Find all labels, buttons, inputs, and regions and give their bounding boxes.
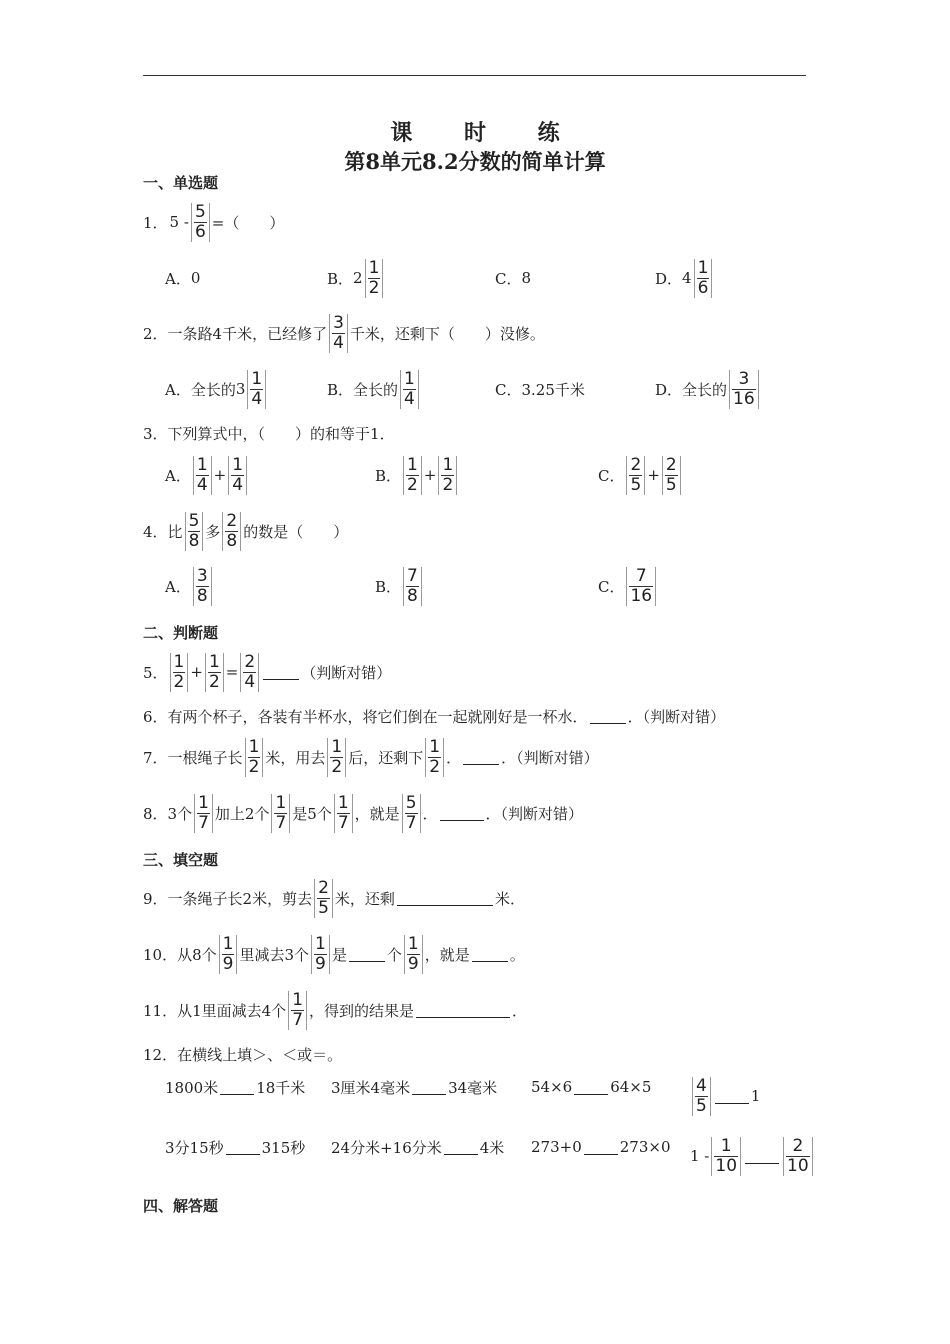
answer-blank[interactable]: [472, 947, 508, 962]
compare-item: 273+0 273×0: [531, 1138, 671, 1156]
option-c[interactable]: C． 8: [495, 269, 532, 288]
question-text: =（ ）: [211, 213, 285, 232]
fraction: $\frac{3}{16}$: [729, 370, 759, 409]
question-8: 8． 3个 $\frac{1}{7}$ 加上2个 $\frac{1}{7}$ 是5个 $\frac{1}{7}$ ，就是 $\frac{5}{7}$ ． ．（判断对错）: [143, 792, 584, 833]
fraction: $\frac{5}{7}$: [402, 794, 421, 833]
answer-blank[interactable]: [745, 1149, 779, 1164]
answer-blank[interactable]: [463, 750, 499, 765]
option-a[interactable]: A． $\frac{3}{8}$: [165, 564, 214, 608]
fraction: $\frac{4}{5}$: [692, 1077, 711, 1116]
section-heading-problems: 四、解答题: [143, 1197, 219, 1215]
question-text: 5 -: [169, 213, 189, 231]
fraction: $\frac{1}{7}$: [334, 794, 353, 833]
compare-item: 1 - $\frac{1}{10}$ $\frac{2}{10}$: [690, 1134, 815, 1178]
option-d[interactable]: D． 4 $\frac{1}{6}$: [655, 256, 714, 300]
option-b[interactable]: B． 全长的 $\frac{1}{4}$: [327, 367, 421, 411]
compare-item: 54×6 64×5: [531, 1078, 652, 1096]
compare-item: $\frac{4}{5}$ 1: [690, 1074, 760, 1118]
fraction: $\frac{2}{10}$: [783, 1137, 813, 1176]
fraction: $\frac{7}{16}$: [626, 567, 656, 606]
compare-item: 3厘米4毫米 34毫米: [331, 1078, 498, 1097]
fraction: $\frac{1}{7}$: [271, 794, 290, 833]
answer-blank[interactable]: [412, 1080, 446, 1095]
option-a[interactable]: A． 0: [165, 269, 201, 288]
fraction: $\frac{1}{2}$: [365, 259, 384, 298]
fraction: $\frac{2}{5}$: [626, 456, 645, 495]
answer-blank[interactable]: [715, 1089, 749, 1104]
header-rule: [143, 75, 806, 76]
page-subtitle: 第8单元8.2分数的简单计算: [344, 149, 606, 174]
section-heading-single-choice: 一、单选题: [143, 174, 219, 192]
answer-blank[interactable]: [584, 1140, 618, 1155]
answer-blank[interactable]: [574, 1080, 608, 1095]
option-d[interactable]: D． 全长的 $\frac{3}{16}$: [655, 367, 761, 411]
option-a[interactable]: A． 全长的 3 $\frac{1}{4}$: [165, 367, 268, 411]
question-4: 4． 比 $\frac{5}{8}$ 多 $\frac{2}{8}$ 的数是（ ）: [143, 510, 349, 551]
question-6: 6． 有两个杯子，各装有半杯水，将它们倒在一起就刚好是一杯水． ．（判断对错）: [143, 707, 726, 726]
answer-blank[interactable]: [444, 1140, 478, 1155]
section-heading-fill-blank: 三、填空题: [143, 851, 219, 869]
fraction: $\frac{1}{6}$: [694, 259, 713, 298]
fraction: $\frac{1}{9}$: [219, 935, 238, 974]
question-9: 9． 一条绳子长2米，剪去 $\frac{2}{5}$ 米，还剩 米．: [143, 877, 525, 918]
fraction: $\frac{1}{2}$: [438, 456, 457, 495]
question-12: 12． 在横线上填＞、＜或＝。: [143, 1045, 343, 1064]
fraction: $\frac{2}{4}$: [240, 653, 259, 692]
option-b[interactable]: B． 2 $\frac{1}{2}$: [327, 256, 385, 300]
answer-blank[interactable]: [220, 1080, 254, 1095]
fraction: $\frac{1}{2}$: [327, 738, 346, 777]
question-7: 7． 一根绳子长 $\frac{1}{2}$ 米，用去 $\frac{1}{2}$ 后，还剩下 $\frac{1}{2}$ ． ．（判断对错）: [143, 736, 599, 777]
compare-item: 1800米 18千米: [165, 1078, 306, 1097]
fraction: $\frac{7}{8}$: [403, 567, 422, 606]
fraction: $\frac{1}{4}$: [400, 370, 419, 409]
fraction: $\frac{1}{4}$: [247, 370, 266, 409]
answer-blank[interactable]: [440, 806, 484, 821]
option-c[interactable]: C． $\frac{7}{16}$: [598, 564, 658, 608]
question-5: 5． $\frac{1}{2}$ + $\frac{1}{2}$ = $\frac{2}{4}$ （判断对错）: [143, 651, 392, 692]
answer-blank[interactable]: [416, 1003, 510, 1018]
fraction: $\frac{1}{2}$: [403, 456, 422, 495]
question-10: 10． 从8个 $\frac{1}{9}$ 里减去3个 $\frac{1}{9}$ 是 个 $\frac{1}{9}$ ，就是 。: [143, 933, 525, 974]
option-b[interactable]: B． $\frac{7}{8}$: [375, 564, 424, 608]
answer-blank[interactable]: [226, 1140, 260, 1155]
answer-blank[interactable]: [263, 665, 299, 680]
fraction: $\frac{3}{4}$: [329, 314, 348, 353]
fraction: $\frac{2}{5}$: [662, 456, 681, 495]
question-1: [143, 200, 284, 244]
answer-blank[interactable]: [349, 947, 385, 962]
answer-blank[interactable]: [590, 709, 626, 724]
fraction: $\frac{2}{5}$: [314, 879, 333, 918]
fraction: $\frac{1}{2}$: [205, 653, 224, 692]
fraction: $\frac{1}{2}$: [425, 738, 444, 777]
compare-item: 3分15秒 315秒: [165, 1138, 306, 1157]
fraction: $\frac{1}{4}$: [228, 456, 247, 495]
answer-blank[interactable]: [397, 891, 493, 906]
fraction: $\frac{1}{2}$: [170, 653, 189, 692]
section-heading-true-false: 二、判断题: [143, 624, 219, 642]
question-number: 1．: [143, 213, 168, 232]
fraction: $\frac{5}{8}$: [185, 512, 204, 551]
fraction: $\frac{3}{8}$: [193, 567, 212, 606]
fraction: $\frac{1}{7}$: [194, 794, 213, 833]
fraction: $\frac{1}{9}$: [311, 935, 330, 974]
fraction: $\frac{1}{4}$: [193, 456, 212, 495]
compare-item: 24分米+16分米 4米: [331, 1138, 505, 1157]
question-2: 2． 一条路4千米，已经修了 $\frac{3}{4}$ 千米，还剩下（ ）没修。: [143, 312, 545, 353]
option-a[interactable]: A． $\frac{1}{4}$ + $\frac{1}{4}$: [165, 453, 249, 497]
option-c[interactable]: C． $\frac{2}{5}$ + $\frac{2}{5}$: [598, 453, 683, 497]
page-title: 课 时 练: [390, 120, 582, 146]
fraction: $\frac{1}{7}$: [288, 991, 307, 1030]
option-c[interactable]: C． 3.25千米: [495, 380, 585, 399]
question-11: 11． 从1里面减去4个 $\frac{1}{7}$ ，得到的结果是 ．: [143, 989, 528, 1030]
fraction: $\frac{2}{8}$: [222, 512, 241, 551]
fraction: $\frac{1}{9}$: [404, 935, 423, 974]
fraction: $\frac{1}{2}$: [245, 738, 264, 777]
option-b[interactable]: B． $\frac{1}{2}$ + $\frac{1}{2}$: [375, 453, 459, 497]
fraction: $\frac{5}{6}$: [191, 203, 210, 242]
question-3: 3． 下列算式中，（ ）的和等于1．: [143, 424, 395, 443]
fraction: $\frac{1}{10}$: [711, 1137, 741, 1176]
